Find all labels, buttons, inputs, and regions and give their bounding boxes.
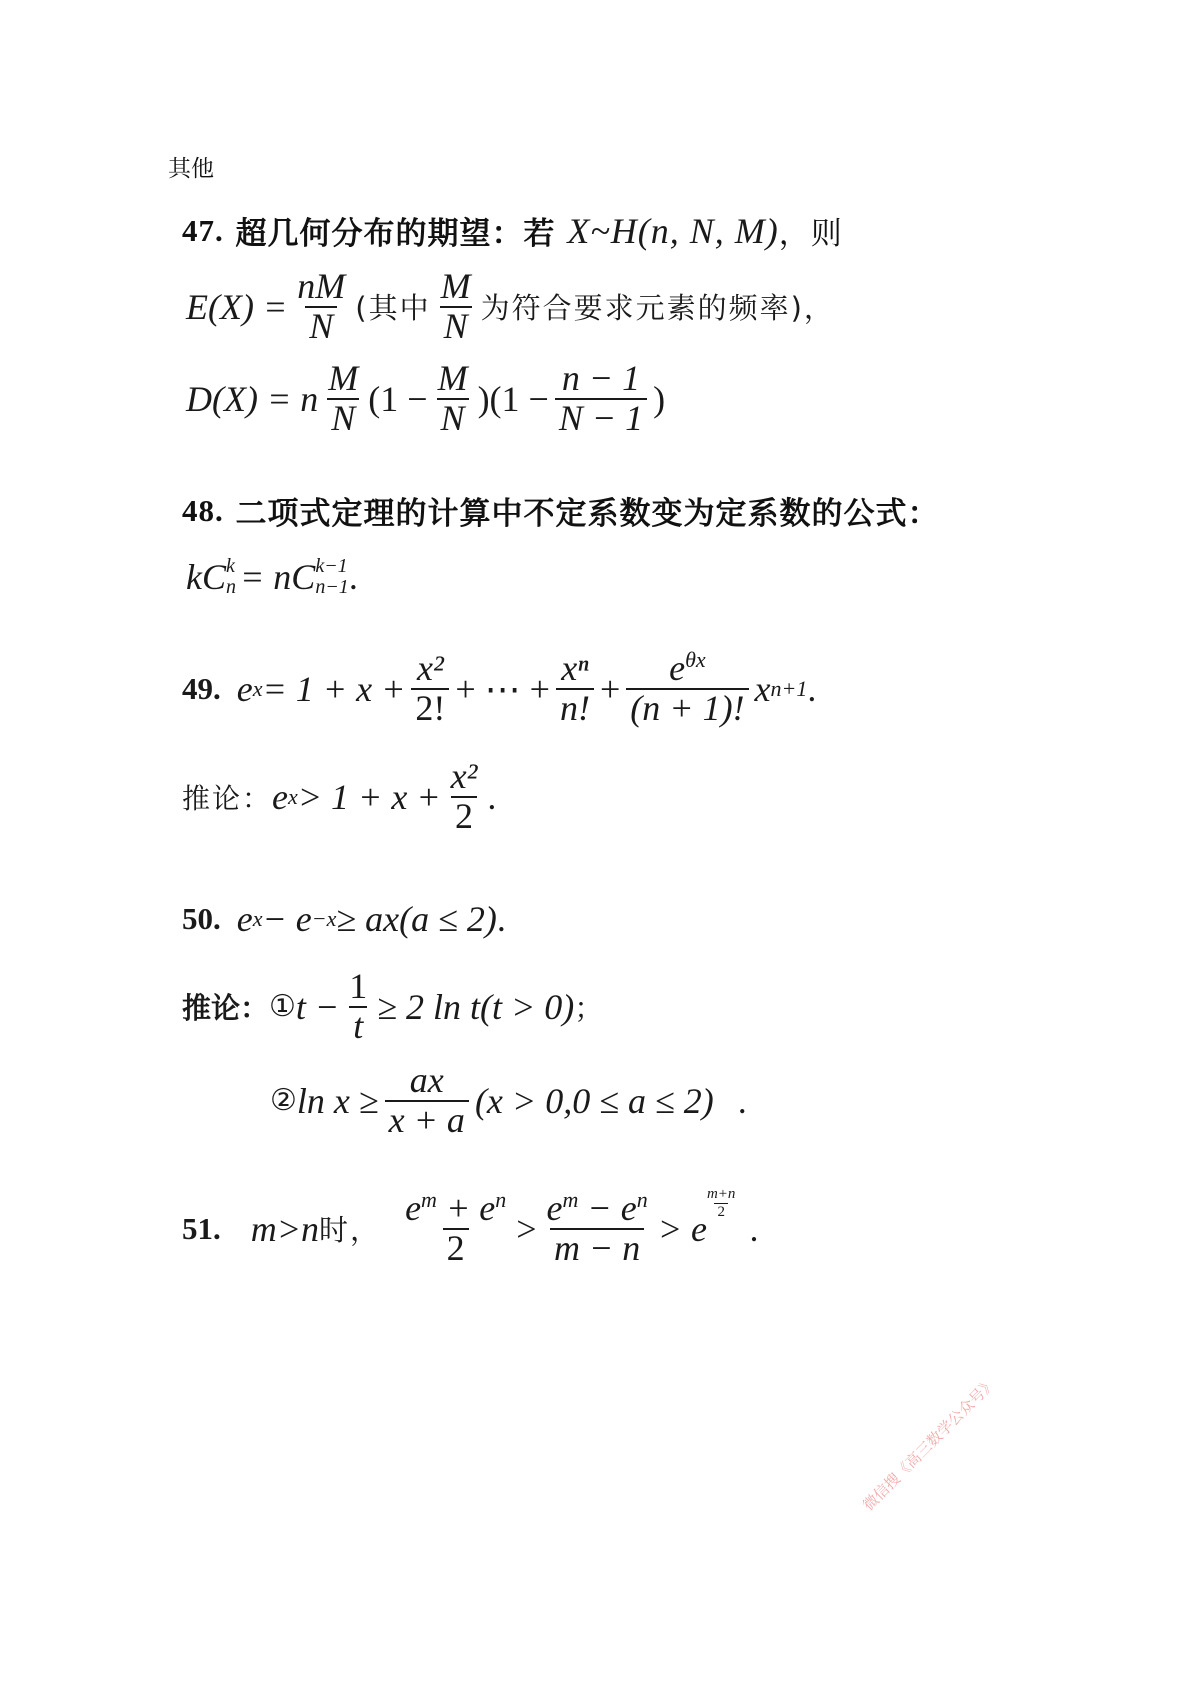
c2-end: . [737,1080,747,1121]
section-label: 其他 [168,156,214,182]
formula-end: . [348,557,358,597]
e51-gt2: > e [657,1208,707,1249]
e51-cond-cn: 时， [319,1213,382,1248]
c2-num: ax [409,1060,444,1100]
c1-a: t − [295,986,340,1027]
e51-f2-den: m − n [550,1228,644,1268]
e49-cor-mid: > 1 + x + [297,776,441,817]
e51-f1-b-sup: n [495,1187,507,1212]
expectation-numerator: nM [297,266,346,306]
variance-f2-denominator: N [437,398,469,438]
variance-fraction-3 [555,360,647,438]
e49-cor-num: x² [450,756,478,796]
e51-gt1: > [516,1208,537,1249]
e49-cor-end: . [487,776,497,817]
e49-end: . [807,668,817,709]
e49-rem-x: x [754,668,771,709]
formula-kc: kC [186,557,226,597]
e49-cor-den: 2 [451,796,477,836]
e49-cor-fraction [447,758,482,836]
variance-end: ) [653,378,666,419]
e50-b: − e [262,899,312,939]
item-50-corollary-1 [182,968,605,1046]
e51-exponent [707,1186,735,1220]
e51-f2-a-sup: m [562,1187,579,1212]
e49-plus: + [599,668,621,709]
e49-lhs: e [236,668,253,709]
e51-f2-a: e [546,1188,563,1228]
e51-fraction-2 [543,1187,652,1268]
e51-cond: m>n [250,1208,320,1249]
e50-a: e [236,899,253,939]
item-49-number: 49. [182,670,221,706]
e49-rem-num-sup: θx [685,647,706,672]
variance-f1-denominator: N [327,398,359,438]
variance-mid-1: (1 − [368,378,428,419]
e49-rem-num: e [669,648,686,688]
c2-b: (x > 0,0 ≤ a ≤ 2) [474,1080,714,1121]
c2-fraction [385,1062,469,1140]
e49-eq: = 1 + x + [262,668,406,709]
item-50-corollary-2 [270,1062,747,1140]
item-51-formula [182,1186,759,1268]
item-48-title [182,488,940,533]
e49-dots: + ⋯ + [455,668,550,709]
note-fraction [437,268,475,346]
expectation-denominator: N [305,306,337,346]
expectation-lhs: E(X) = [186,286,288,327]
variance-f3-numerator: n − 1 [561,358,641,398]
variance-fraction-2 [434,360,472,438]
e49-termn [556,650,594,728]
item-50-number: 50. [182,901,221,936]
e49-termn-num: xⁿ [561,648,589,688]
variance-f3-denominator: N − 1 [555,398,647,438]
e49-remainder [626,647,748,728]
c1-fraction [345,968,371,1046]
note-open: (其中 [355,291,431,326]
c2-a: ln x ≥ [296,1080,379,1121]
formula-kc-sup: k [226,555,235,577]
e51-fraction-1 [401,1187,510,1268]
c1-den: t [349,1006,367,1046]
e51-f2-b: − e [578,1188,637,1228]
expectation-fraction [293,268,349,346]
e51-exp-den: 2 [714,1203,728,1221]
e51-f1-b: + e [436,1188,496,1228]
item-48-formula [186,556,358,598]
c1-b: ≥ 2 ln t(t > 0) [377,986,575,1027]
item-50-formula: 50. e x − e −x ≥ ax(a ≤ 2) . [182,899,506,939]
item-49-formula: 49. e x = 1 + x + $\frac{\text{x²}}{2!}$ + ⋯ + $\frac{\text{xⁿ}}{n!}$ + $\frac{e^{\theta x}}{(n + 1)!}$ x n+1 . [182,647,817,728]
e51-f2-b-sup: n [636,1187,648,1212]
variance-mid-2: )(1 − [477,378,549,419]
e49-termn-den: n! [556,688,594,728]
c1-mark: ① [269,990,296,1024]
note-denominator: N [440,306,472,346]
e49-rem-den: (n + 1)! [626,688,748,728]
variance-f2-numerator: M [437,358,468,398]
e51-f1-den: 2 [443,1228,469,1268]
item-47-number: 47. [182,212,224,248]
formula-rhs-sub: n−1 [315,576,349,598]
watermark: 微信搜《高三数学公众号》 [859,1374,1000,1515]
note-close: 为符合要求元素的频率)， [480,291,835,326]
e49-term2-den: 2! [411,688,449,728]
e49-term2 [411,650,449,728]
e51-f1-a-sup: m [421,1187,437,1212]
item-47-title-text: 超几何分布的期望：若 [235,216,556,252]
c1-end: ； [574,991,606,1026]
c2-den: x + a [385,1100,469,1140]
variance-lhs: D(X) = n [186,378,319,419]
e50-end: . [496,899,506,939]
item-50-corollary-label: 推论： [182,991,270,1026]
e51-exp-num: m+n [706,1186,736,1202]
e51-f1-a: e [405,1188,422,1228]
e51-end: . [749,1208,759,1249]
variance-fraction-1 [324,360,362,438]
item-48-number: 48. [182,492,224,528]
formula-kc-sub: n [226,576,236,598]
item-49-corollary: 推论： e x > 1 + x + $\frac{\text{x²}}{2}$ . [182,756,497,836]
c2-mark: ② [270,1084,297,1118]
formula-rhs-indices [315,556,349,598]
e49-cor-lhs: e [272,776,288,817]
e49-term2-num: x² [416,648,444,688]
formula-eq: = nC [240,557,316,597]
item-47-title-math: X~H(n, N, M) [567,210,779,251]
item-47-variance [186,360,665,438]
note-numerator: M [440,266,471,306]
item-49-corollary-label: 推论： [182,781,273,815]
item-47-title-tail: ，则 [778,216,843,252]
item-51-number: 51. [182,1210,221,1246]
formula-rhs-sup: k−1 [315,555,348,577]
e50-c: ≥ ax(a ≤ 2) [336,899,497,939]
formula-kc-indices [226,556,236,598]
item-48-title-text: 二项式定理的计算中不定系数变为定系数的公式： [235,496,940,532]
item-47-title [182,208,843,253]
item-47-expectation [186,268,835,346]
variance-f1-numerator: M [328,358,359,398]
c1-num: 1 [349,966,368,1006]
